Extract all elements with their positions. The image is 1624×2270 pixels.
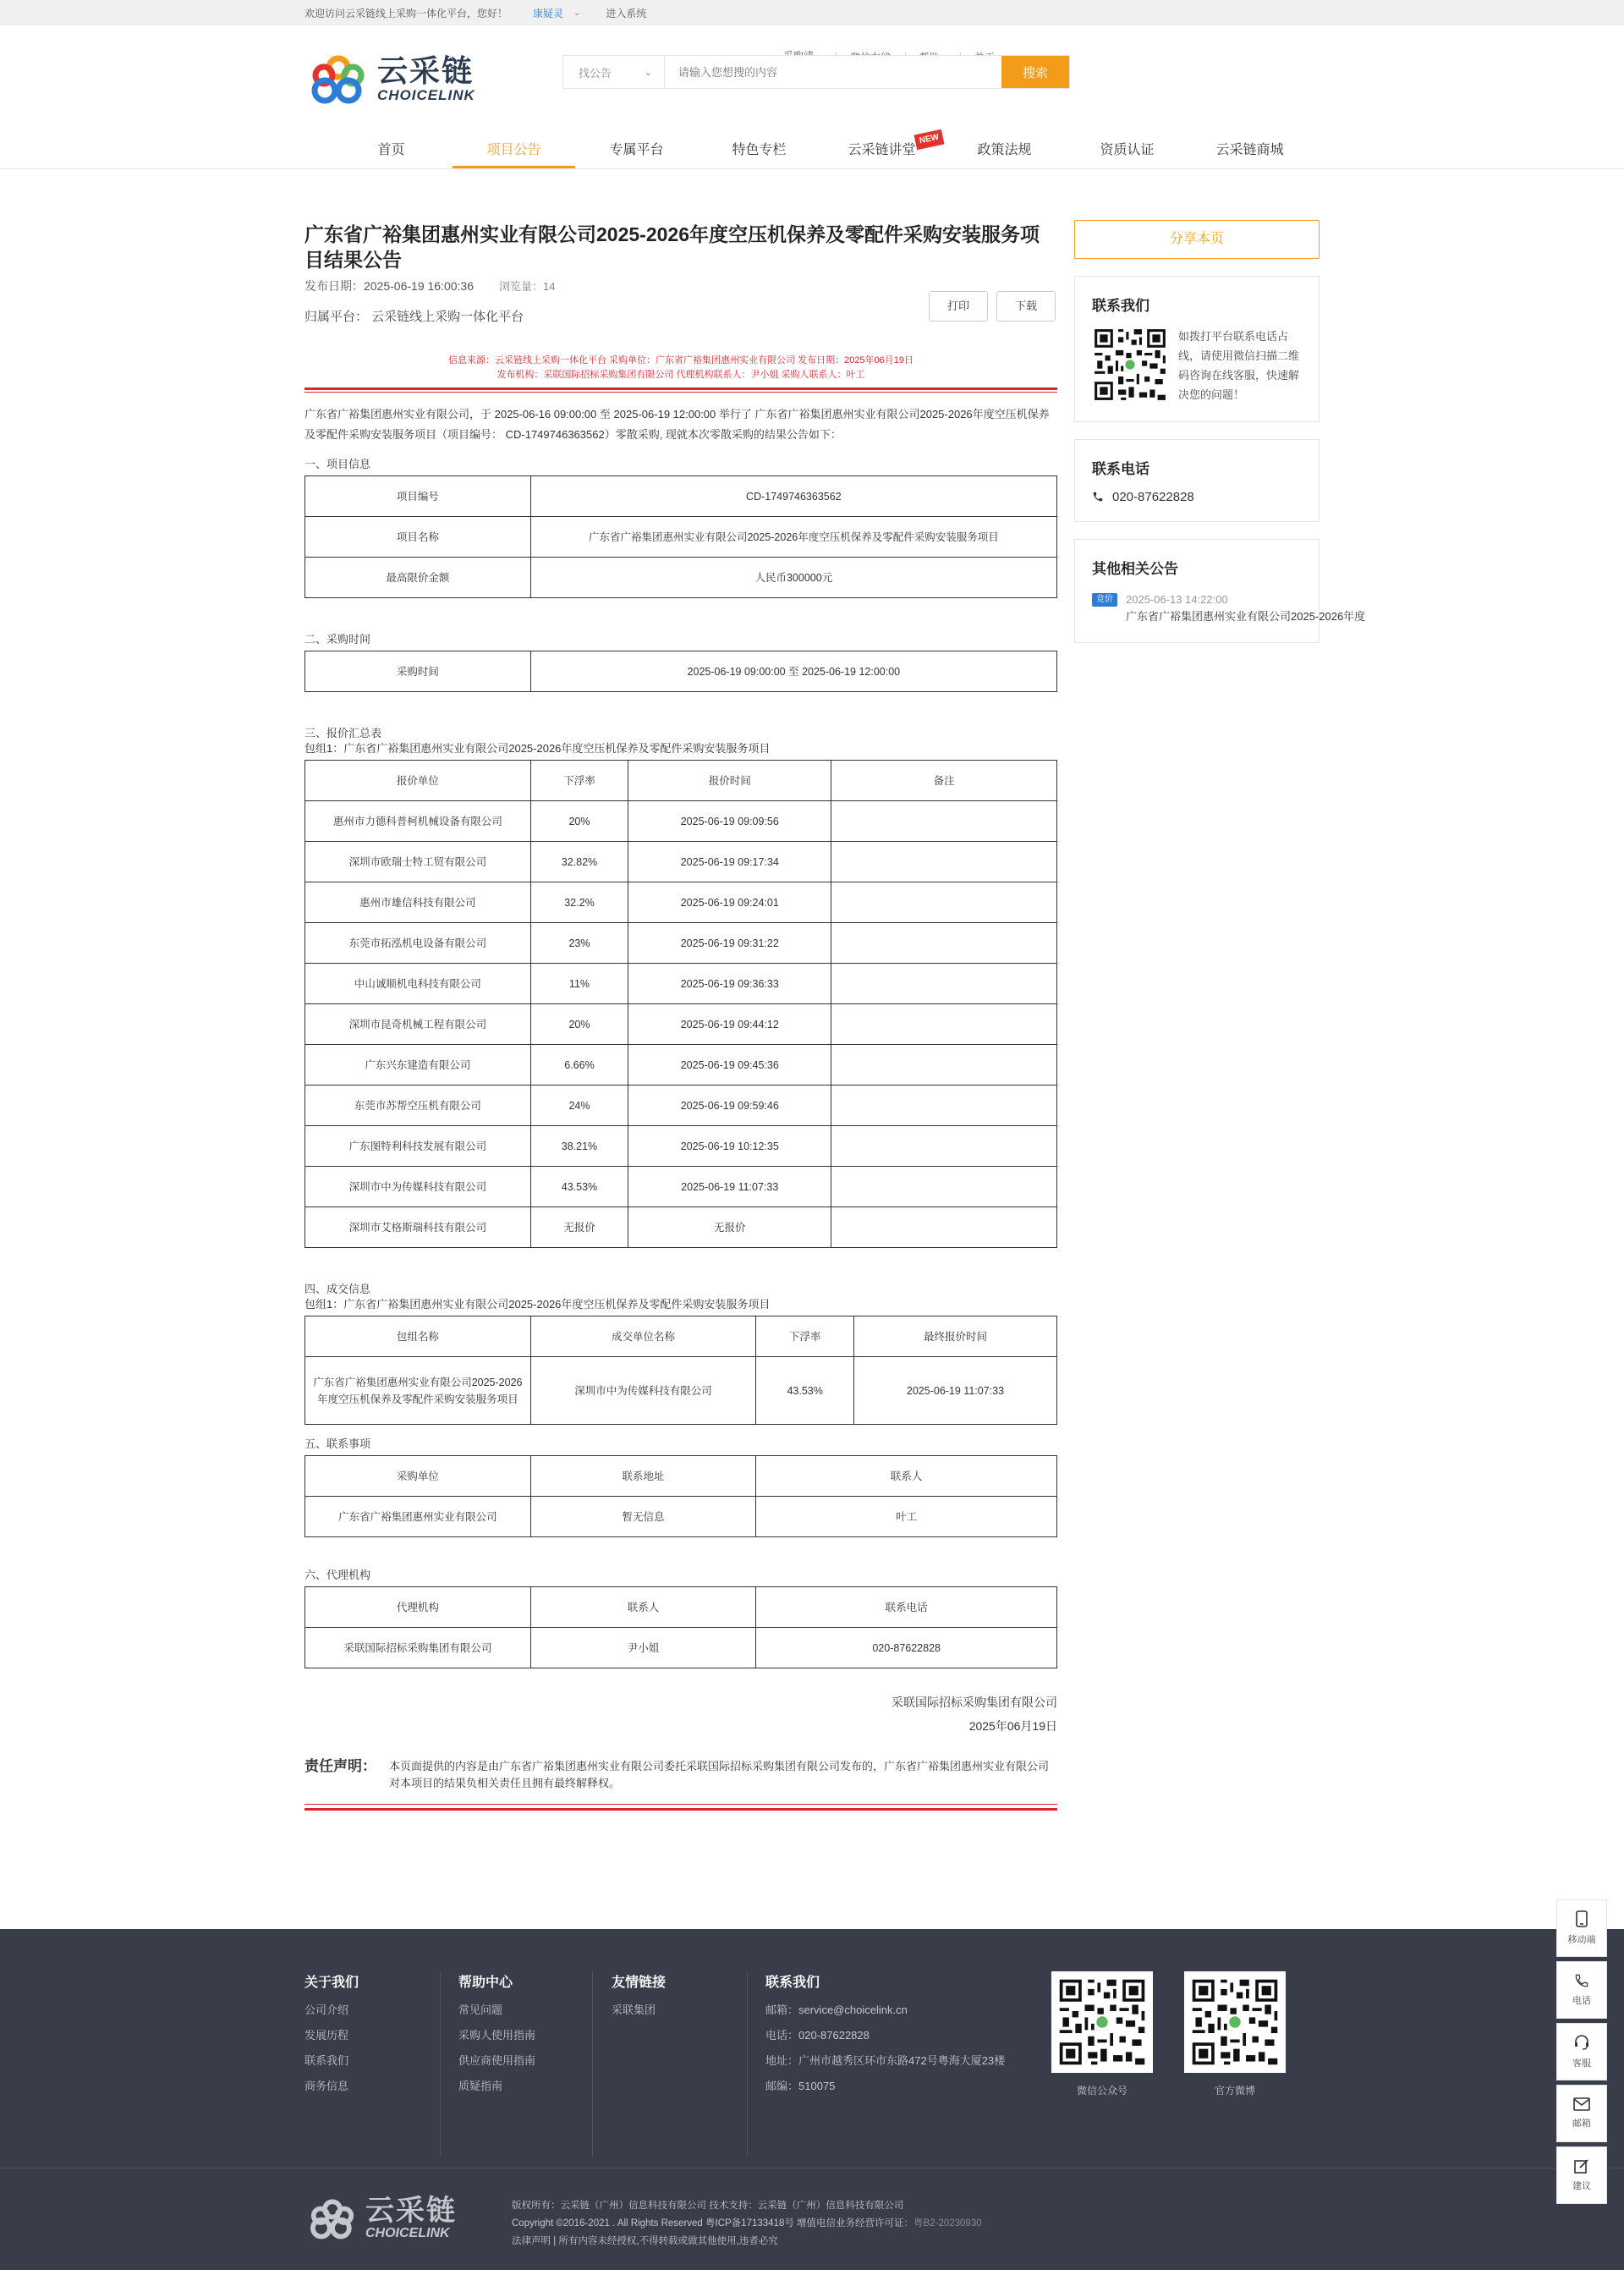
mobile-icon [1574, 1910, 1589, 1927]
agency-table [304, 1586, 1057, 1668]
mobile-label: 移动端 [1567, 1935, 1596, 1945]
main-nav [330, 134, 1311, 168]
table-cell: CD-1749746363562 [530, 476, 1056, 517]
footer-links [612, 1971, 666, 2023]
table-row [305, 1167, 1057, 1207]
table-cell: 2025-06-19 10:12:35 [628, 1126, 831, 1167]
table-header-cell: 联系地址 [530, 1456, 756, 1497]
table-cell: 6.66% [530, 1045, 628, 1086]
nav-home[interactable]: 首页 [377, 143, 405, 157]
table-cell: 深圳市中为传媒科技有限公司 [530, 1357, 756, 1425]
footer-help-title: 帮助中心 [458, 1976, 513, 1990]
customer-service-label: 客服 [1572, 2058, 1591, 2069]
phone-icon [1574, 1973, 1589, 1988]
logo-text-cn: 云采链 [377, 52, 475, 88]
contact-box-text: 如拨打平台联系电话占线，请使用微信扫描二维码咨询在线客服，快速解决您的问题！ [1178, 330, 1300, 401]
footer-divider [592, 1971, 593, 2157]
table-cell: 020-87622828 [756, 1628, 1057, 1668]
table-cell: 32.2% [530, 882, 628, 923]
section-project-info: 一、项目信息 [304, 458, 371, 470]
table-row [305, 801, 1057, 842]
disclaimer [304, 1758, 1057, 1792]
welcome-text: 欢迎访问云采链线上采购一体化平台，您好！ [304, 7, 508, 19]
enter-system-link[interactable]: 进入系统 [606, 7, 647, 19]
footer-link[interactable]: 发展历程 [304, 2029, 349, 2042]
footer-about [304, 1971, 359, 2099]
section-quote-summary: 三、报价汇总表 [304, 727, 382, 739]
table-cell: 2025-06-19 09:31:22 [628, 923, 831, 964]
table-row [305, 1357, 1057, 1425]
table-header-row [305, 1316, 1057, 1357]
table-cell: 深圳市昆奇机械工程有限公司 [305, 1004, 531, 1045]
purchase-time-table [304, 651, 1057, 692]
table-cell [831, 842, 1057, 882]
phone-box [1074, 439, 1320, 522]
deal-info-table [304, 1316, 1057, 1425]
table-header-cell: 成交单位名称 [530, 1316, 756, 1357]
table-cell: 东莞市苏帮空压机有限公司 [305, 1086, 531, 1126]
footer-link[interactable]: 采购人使用指南 [458, 2029, 536, 2042]
copyright-line-1: 版权所有：云采链（广州）信息科技有限公司 技术支持：云采链（广州）信息科技有限公司 [512, 2201, 904, 2211]
table-cell: 项目编号 [305, 476, 531, 517]
table-cell: 人民币300000元 [530, 558, 1056, 598]
email-button[interactable] [1556, 2085, 1607, 2142]
table-header-cell: 报价时间 [628, 761, 831, 801]
nav-exclusive-platform[interactable]: 专属平台 [609, 143, 664, 157]
table-header-cell: 代理机构 [305, 1587, 531, 1628]
table-cell [831, 1004, 1057, 1045]
phone-line [1092, 490, 1302, 504]
table-header-cell: 联系人 [530, 1587, 756, 1628]
table-cell [831, 801, 1057, 842]
table-header-row [305, 1587, 1057, 1628]
table-cell: 2025-06-19 09:44:12 [628, 1004, 831, 1045]
view-count: 浏览量：14 [499, 280, 556, 293]
table-row [305, 517, 1057, 558]
table-cell: 惠州市力德科普柯机械设备有限公司 [305, 801, 531, 842]
search-input[interactable] [665, 56, 1001, 88]
table-cell [831, 923, 1057, 964]
customer-service-button[interactable] [1556, 2023, 1607, 2080]
search-bar [562, 55, 1070, 89]
table-row [305, 1126, 1057, 1167]
table-cell: 无报价 [530, 1207, 628, 1248]
contact-box-title: 联系我们 [1092, 298, 1149, 314]
table-cell: 20% [530, 1004, 628, 1045]
table-cell: 2025-06-19 09:45:36 [628, 1045, 831, 1086]
footer-logo-cn: 云采链 [365, 2195, 457, 2227]
table-cell: 2025-06-19 11:07:33 [853, 1357, 1056, 1425]
table-cell [831, 882, 1057, 923]
table-cell: 38.21% [530, 1126, 628, 1167]
headset-icon [1573, 2034, 1590, 2051]
table-header-cell: 联系电话 [756, 1587, 1057, 1628]
table-row [305, 558, 1057, 598]
nav-featured-column[interactable]: 特色专栏 [732, 143, 787, 157]
table-header-cell: 下浮率 [530, 761, 628, 801]
deal-package-title: 包组1：广东省广裕集团惠州实业有限公司2025-2026年度空压机保养及零配件采购安装服务项目 [304, 1298, 771, 1311]
footer-contact-line: 邮编：510075 [765, 2080, 836, 2092]
copyright-line-2: Copyright ©2016-2021 . All Rights Reserved 粤ICP备17133418号 增值电信业务经营许可证： [512, 2218, 914, 2229]
table-cell: 叶工 [756, 1497, 1057, 1537]
new-badge: NEW [914, 129, 944, 151]
source-line-2: 发布机构：采联国际招标采购集团有限公司 代理机构联系人：尹小姐 采购人联系人：叶工 [497, 370, 865, 380]
article [304, 220, 1057, 1811]
table-header-cell: 备注 [831, 761, 1057, 801]
table-cell [831, 1045, 1057, 1086]
table-row [305, 1045, 1057, 1086]
section-deal-info: 四、成交信息 [304, 1283, 371, 1295]
table-cell: 23% [530, 923, 628, 964]
table-cell: 广东图特利科技发展有限公司 [305, 1126, 531, 1167]
contact-box [1074, 276, 1320, 422]
table-cell: 中山诚顺机电科技有限公司 [305, 964, 531, 1004]
footer-copyright [512, 2197, 982, 2251]
signature [304, 1690, 1057, 1738]
nav-lecture[interactable] [820, 134, 943, 168]
footer-link[interactable]: 公司介绍 [304, 2003, 349, 2016]
nav-certification[interactable]: 资质认证 [1100, 143, 1155, 157]
table-cell: 2025-06-19 09:17:34 [628, 842, 831, 882]
table-row [305, 882, 1057, 923]
table-header-cell: 联系人 [756, 1456, 1057, 1497]
site-logo[interactable] [304, 51, 486, 106]
section-purchase-time: 二、采购时间 [304, 633, 371, 646]
footer-contact [765, 1971, 1005, 2099]
table-row [305, 476, 1057, 517]
page-title: 广东省广裕集团惠州实业有限公司2025-2026年度空压机保养及零配件采购安装服务项目结果公告 [304, 223, 1040, 271]
related-item-tag: 竞价 [1092, 593, 1117, 607]
table-cell: 项目名称 [305, 517, 531, 558]
table-cell: 惠州市雄信科技有限公司 [305, 882, 531, 923]
platform-line [304, 300, 1057, 330]
table-cell: 2025-06-19 11:07:33 [628, 1167, 831, 1207]
footer-links-title: 友情链接 [612, 1976, 667, 1990]
footer-link[interactable]: 联系我们 [304, 2054, 349, 2067]
chevron-down-icon[interactable]: ⌄ [573, 8, 581, 18]
related-item-date: 2025-06-13 14:22:00 [1126, 593, 1228, 606]
footer-about-title: 关于我们 [304, 1976, 359, 1990]
qr-code-icon [1092, 327, 1168, 403]
platform-text: 归属平台： 云采链线上采购一体化平台 [304, 310, 524, 324]
search-category-select[interactable] [563, 56, 665, 88]
footer-divider [440, 1971, 441, 2157]
table-row [305, 923, 1057, 964]
download-button[interactable]: 下载 [996, 291, 1056, 322]
nav-policy[interactable]: 政策法规 [977, 143, 1032, 157]
table-cell: 广东省广裕集团惠州实业有限公司2025-2026年度空压机保养及零配件采购安装服务项目 [530, 517, 1056, 558]
table-cell: 2025-06-19 09:59:46 [628, 1086, 831, 1126]
footer-qr-weibo-label: 官方微博 [1214, 2085, 1255, 2097]
mobile-button[interactable] [1556, 1899, 1607, 1957]
table-row [305, 1497, 1057, 1537]
main-content [304, 169, 1366, 1946]
table-cell: 24% [530, 1086, 628, 1126]
table-row [305, 1628, 1057, 1668]
source-info [304, 354, 1057, 382]
footer-divider [747, 1971, 748, 2157]
table-row [305, 1004, 1057, 1045]
footer-link[interactable]: 商务信息 [304, 2080, 349, 2092]
footer-link[interactable]: 质疑指南 [458, 2080, 503, 2092]
table-header-row [305, 1456, 1057, 1497]
table-cell [831, 1086, 1057, 1126]
table-cell [831, 964, 1057, 1004]
table-header-row [305, 761, 1057, 801]
table-row [305, 651, 1057, 692]
footer-link[interactable]: 采联集团 [612, 2003, 656, 2016]
chevron-down-icon: ⌄ [644, 67, 652, 78]
table-cell: 2025-06-19 09:36:33 [628, 964, 831, 1004]
table-cell: 43.53% [530, 1167, 628, 1207]
nav-project-notice[interactable]: 项目公告 [453, 134, 575, 168]
qr-code-icon [1056, 1976, 1148, 2068]
red-divider-bottom [304, 1804, 1057, 1811]
phone-label: 电话 [1572, 1996, 1591, 2006]
footer-contact-title: 联系我们 [765, 1976, 820, 1990]
table-cell: 深圳市欧瑞士特工贸有限公司 [305, 842, 531, 882]
footer-contact-line: 地址：广州市越秀区环市东路472号粤海大厦23楼 [765, 2054, 1006, 2067]
table-header-cell: 包组名称 [305, 1316, 531, 1357]
footer-qr-weibo [1184, 1971, 1286, 2097]
logo-cloud-icon [304, 2196, 360, 2241]
license-number: 粤B2-20230930 [914, 2218, 982, 2229]
source-line-1: 信息来源：云采链线上采购一体化平台 采购单位：广东省广裕集团惠州实业有限公司 发布日期：2025年06月19日 [447, 355, 914, 366]
footer-link[interactable]: 供应商使用指南 [458, 2054, 536, 2067]
edit-icon [1574, 2158, 1589, 2174]
footer-logo-en: CHOICELINK [365, 2226, 450, 2240]
table-cell: 43.53% [756, 1357, 854, 1425]
table-cell: 暂无信息 [530, 1497, 756, 1537]
table-cell: 采联国际招标采购集团有限公司 [305, 1628, 531, 1668]
table-row [305, 1086, 1057, 1126]
search-category-value: 找公告 [579, 66, 612, 80]
footer-help [458, 1971, 535, 2099]
table-cell: 无报价 [628, 1207, 831, 1248]
table-cell: 广东省广裕集团惠州实业有限公司 [305, 1497, 531, 1537]
quote-package-title: 包组1：广东省广裕集团惠州实业有限公司2025-2026年度空压机保养及零配件采购安装服务项目 [304, 742, 771, 755]
footer-qr-wechat [1051, 1971, 1153, 2097]
feedback-label: 建议 [1572, 2181, 1591, 2191]
qr-code-icon [1189, 1976, 1281, 2068]
section-agency: 六、代理机构 [304, 1569, 371, 1581]
email-label: 邮箱 [1572, 2119, 1591, 2129]
table-cell: 20% [530, 801, 628, 842]
mail-icon [1573, 2097, 1590, 2111]
contact-table [304, 1455, 1057, 1537]
nav-lecture-label: 云采链讲堂 [848, 143, 916, 157]
table-cell: 广东兴东建造有限公司 [305, 1045, 531, 1086]
section-contact: 五、联系事项 [304, 1437, 371, 1450]
table-cell: 2025-06-19 09:00:00 至 2025-06-19 12:00:00 [530, 651, 1056, 692]
footer-logo [304, 2196, 457, 2241]
related-box [1074, 539, 1366, 643]
table-cell: 采购时间 [305, 651, 531, 692]
logo-text-en: CHOICELINK [377, 86, 475, 103]
table-row [305, 964, 1057, 1004]
disclaimer-label: 责任声明： [304, 1758, 376, 1774]
phone-icon [1092, 491, 1104, 503]
footer-link[interactable]: 常见问题 [458, 2003, 503, 2016]
table-header-cell: 报价单位 [305, 761, 531, 801]
footer-qr-wechat-label: 微信公众号 [1076, 2085, 1127, 2097]
table-row [305, 842, 1057, 882]
table-cell: 尹小姐 [530, 1628, 756, 1668]
related-box-title: 其他相关公告 [1092, 561, 1178, 577]
signature-org: 采联国际招标采购集团有限公司 [892, 1696, 1057, 1709]
table-cell [831, 1207, 1057, 1248]
quote-summary-table [304, 760, 1057, 1248]
table-header-cell: 下浮率 [756, 1316, 854, 1357]
footer [0, 1929, 1624, 2270]
copyright-line-3: 法律声明 | 所有内容未经授权,不得转载或做其他使用,违者必究 [512, 2236, 778, 2246]
signature-date: 2025年06月19日 [968, 1719, 1057, 1733]
table-cell: 最高限价金额 [305, 558, 531, 598]
related-item[interactable] [1092, 591, 1366, 625]
top-bar [0, 0, 1624, 25]
footer-contact-line: 邮箱：service@choicelink.cn [765, 2003, 908, 2016]
logo-cloud-icon [304, 52, 372, 105]
header [0, 25, 1624, 169]
project-info-table [304, 475, 1057, 598]
table-cell [831, 1167, 1057, 1207]
nav-mall[interactable]: 云采链商城 [1215, 143, 1284, 157]
share-button[interactable]: 分享本页 [1074, 220, 1320, 259]
floating-toolbar [1556, 1899, 1607, 2208]
table-cell [831, 1126, 1057, 1167]
right-sidebar [1074, 220, 1366, 643]
footer-contact-line: 电话：020-87622828 [765, 2029, 870, 2042]
table-cell: 2025-06-19 09:09:56 [628, 801, 831, 842]
table-header-cell: 最终报价时间 [853, 1316, 1056, 1357]
table-cell: 深圳市艾格斯瑞科技有限公司 [305, 1207, 531, 1248]
red-divider [304, 387, 1057, 393]
table-cell: 东莞市拓泓机电设备有限公司 [305, 923, 531, 964]
related-item-name: 广东省广裕集团惠州实业有限公司2025-2026年度 [1126, 610, 1366, 623]
publish-date: 发布日期：2025-06-19 16:00:36 [304, 279, 474, 293]
disclaimer-text: 本页面提供的内容是由广东省广裕集团惠州实业有限公司委托采联国际招标采购集团有限公司发布的，广东省广裕集团惠州实业有限公司对本项目的结果负相关责任且拥有最终解释权。 [389, 1760, 1050, 1789]
phone-button[interactable] [1556, 1961, 1607, 2019]
table-cell: 广东省广裕集团惠州实业有限公司2025-2026年度空压机保养及零配件采购安装服务项目 [305, 1357, 531, 1425]
table-cell: 11% [530, 964, 628, 1004]
table-row [305, 1207, 1057, 1248]
user-menu[interactable]: 康疑灵 [533, 7, 564, 19]
search-button[interactable]: 搜索 [1001, 56, 1069, 88]
table-cell: 32.82% [530, 842, 628, 882]
table-header-cell: 采购单位 [305, 1456, 531, 1497]
table-cell: 2025-06-19 09:24:01 [628, 882, 831, 923]
intro-paragraph: 广东省广裕集团惠州实业有限公司，于 2025-06-16 09:00:00 至 2025-06-19 12:00:00 举行了 广东省广裕集团惠州实业有限公司2025-2026年度空压机保养及零配件采购安装服务项目（项目编号： CD-1749746363562）零散采购, 现就本次零散采购的结果公告如下： [304, 408, 1050, 441]
phone-box-title: 联系电话 [1092, 461, 1149, 477]
feedback-button[interactable] [1556, 2146, 1607, 2204]
phone-number: 020-87622828 [1112, 490, 1194, 504]
table-cell: 深圳市中为传媒科技有限公司 [305, 1167, 531, 1207]
print-button[interactable]: 打印 [929, 291, 988, 322]
